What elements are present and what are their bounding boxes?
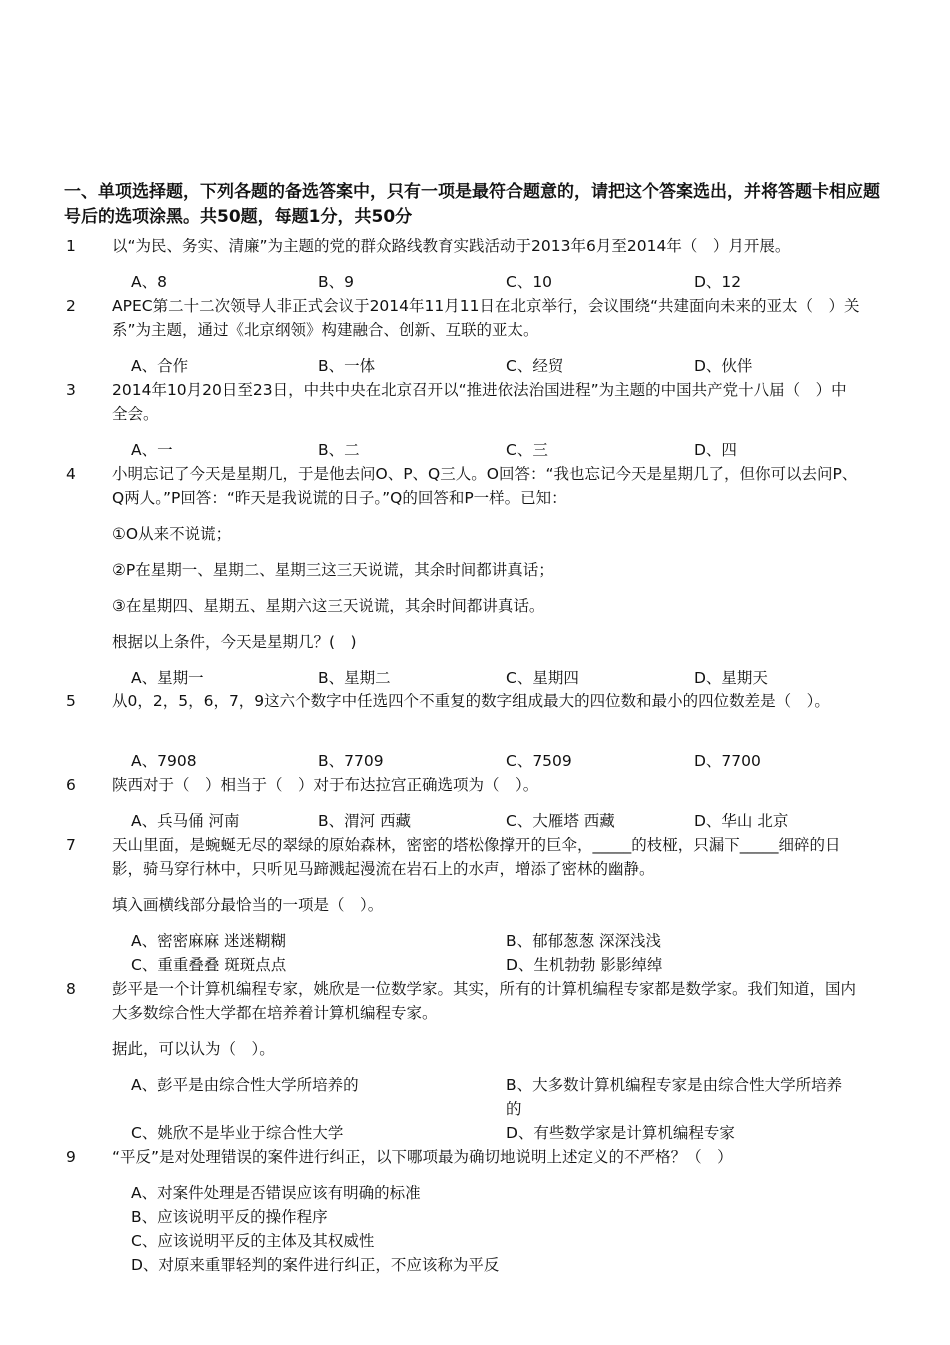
question-number: 4: [66, 465, 76, 483]
question-text: 天山里面，是蜿蜒无尽的翠绿的原始森林，密密的塔松像撑开的巨伞，_____的枝桠，只漏下_____细碎的日影，骑马穿行林中，只听见马蹄溅起漫流在岩石上的水声，增添了密林的幽静。: [112, 836, 841, 878]
option-b: B、7709: [318, 752, 384, 770]
option-c: C、三: [506, 441, 548, 459]
option-a: A、8: [131, 273, 167, 291]
option-d: D、生机勃勃 影影绰绰: [506, 956, 663, 974]
option-a: A、兵马俑 河南: [131, 812, 240, 830]
section-title: 一、单项选择题，下列各题的备选答案中，只有一项是最符合题意的，请把这个答案选出，并将答题卡相应题号后的选项涂黑。共50题，每题1分，共50分: [64, 182, 880, 227]
condition-line: ①O从来不说谎；: [112, 525, 232, 543]
option-d: D、华山 北京: [694, 812, 789, 830]
option-b: B、星期二: [318, 669, 391, 687]
question-number: 1: [66, 237, 76, 255]
option-a: A、7908: [131, 752, 197, 770]
option-a: A、密密麻麻 迷迷糊糊: [131, 932, 287, 950]
question-text: “平反”是对处理错误的案件进行纠正，以下哪项最为确切地说明上述定义的不严格？（ ）: [112, 1148, 733, 1166]
option-a: A、彭平是由综合性大学所培养的: [131, 1076, 359, 1094]
question-number: 8: [66, 980, 76, 998]
question-text: 彭平是一个计算机编程专家，姚欣是一位数学家。其实，所有的计算机编程专家都是数学家。我们知道，国内大多数综合性大学都在培养着计算机编程专家。: [112, 980, 857, 1022]
option-c: C、大雁塔 西藏: [506, 812, 615, 830]
question-number: 2: [66, 297, 76, 315]
option-d: D、7700: [694, 752, 761, 770]
option-a: A、一: [131, 441, 173, 459]
option-c: C、重重叠叠 斑斑点点: [131, 956, 287, 974]
condition-line: ②P在星期一、星期二、星期三这三天说谎，其余时间都讲真话；: [112, 561, 554, 579]
option-a: A、对案件处理是否错误应该有明确的标准: [131, 1184, 421, 1202]
question-prompt: 据此，可以认为（ ）。: [112, 1040, 275, 1058]
question-number: 5: [66, 692, 76, 710]
option-b: B、渭河 西藏: [318, 812, 412, 830]
question-text: 陕西对于（ ）相当于（ ）对于布达拉宫正确选项为（ ）。: [112, 776, 539, 794]
question-text: 以“为民、务实、清廉”为主题的党的群众路线教育实践活动于2013年6月至2014年（ ）月开展。: [112, 237, 791, 255]
condition-line: ③在星期四、星期五、星期六这三天说谎，其余时间都讲真话。: [112, 597, 545, 615]
option-a: A、合作: [131, 357, 189, 375]
option-c: C、应该说明平反的主体及其权威性: [131, 1232, 375, 1250]
question-number: 9: [66, 1148, 76, 1166]
option-b: B、郁郁葱葱 深深浅浅: [506, 932, 662, 950]
option-d: D、伙伴: [694, 357, 753, 375]
question-prompt: 填入画横线部分最恰当的一项是（ ）。: [112, 896, 384, 914]
option-a: A、星期一: [131, 669, 204, 687]
question-prompt: 根据以上条件，今天是星期几？( ): [112, 633, 357, 651]
question-number: 7: [66, 836, 76, 854]
option-d: D、对原来重罪轻判的案件进行纠正，不应该称为平反: [131, 1256, 500, 1274]
option-c: C、经贸: [506, 357, 564, 375]
option-b: B、二: [318, 441, 360, 459]
option-d: D、有些数学家是计算机编程专家: [506, 1124, 735, 1142]
option-d: D、星期天: [694, 669, 768, 687]
option-b: B、一体: [318, 357, 376, 375]
question-text: 2014年10月20日至23日，中共中央在北京召开以“推进依法治国进程”为主题的中国共产党十八届（ ）中全会。: [112, 381, 847, 423]
question-number: 3: [66, 381, 76, 399]
option-c: C、星期四: [506, 669, 579, 687]
question-number: 6: [66, 776, 76, 794]
option-d: D、四: [694, 441, 737, 459]
option-b: B、应该说明平反的操作程序: [131, 1208, 328, 1226]
option-c: C、姚欣不是毕业于综合性大学: [131, 1124, 344, 1142]
option-c: C、10: [506, 273, 553, 291]
question-text: 小明忘记了今天是星期几，于是他去问O、P、Q三人。O回答：“我也忘记今天是星期几了，但你可以去问P、Q两人。”P回答：“昨天是我说谎的日子。”Q的回答和P一样。已知：: [112, 465, 858, 507]
option-c: C、7509: [506, 752, 572, 770]
option-b: B、大多数计算机编程专家是由综合性大学所培养的: [506, 1076, 843, 1118]
question-text: 从0，2，5，6，7，9这六个数字中任选四个不重复的数字组成最大的四位数和最小的四位数差是（ ）。: [112, 692, 830, 710]
option-b: B、9: [318, 273, 354, 291]
option-d: D、12: [694, 273, 742, 291]
question-text: APEC第二十二次领导人非正式会议于2014年11月11日在北京举行，会议围绕“共建面向未来的亚太（ ）关系”为主题，通过《北京纲领》构建融合、创新、互联的亚太。: [112, 297, 860, 339]
